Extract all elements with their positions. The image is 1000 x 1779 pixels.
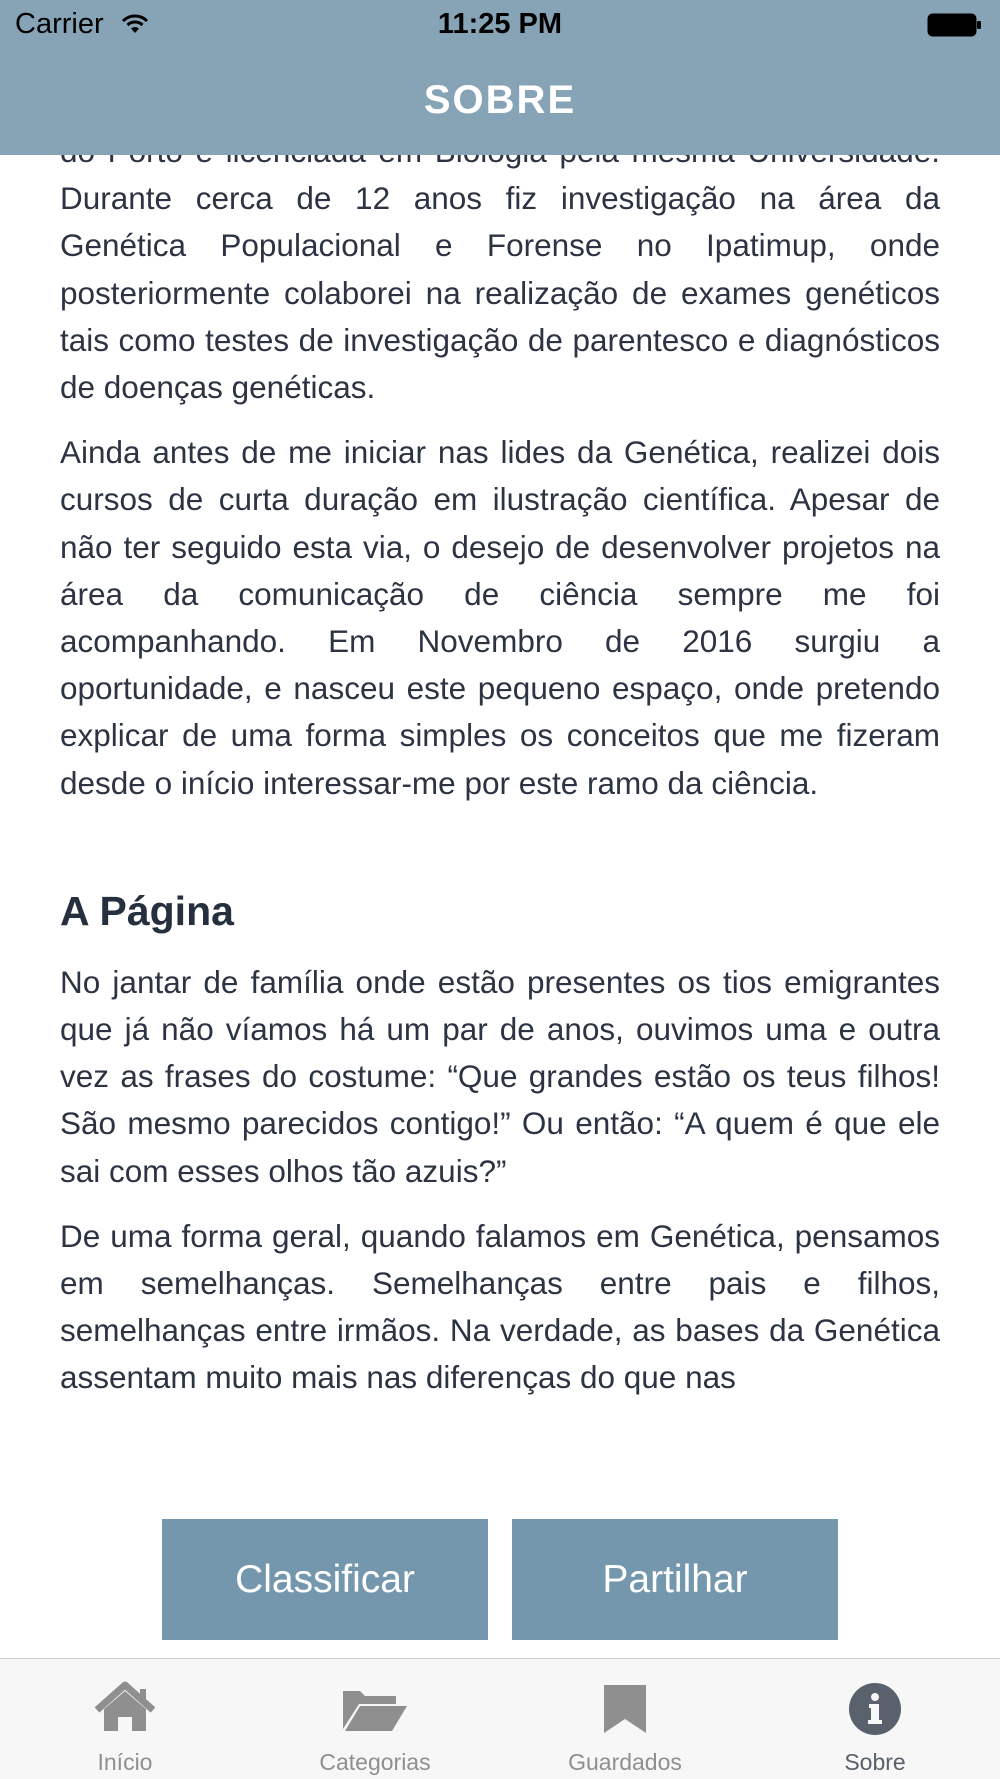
share-button[interactable]: Partilhar — [512, 1519, 838, 1640]
tab-bar — [0, 1658, 1000, 1779]
status-bar — [0, 0, 1000, 50]
tab-label: Guardados — [568, 1749, 682, 1775]
tab-sobre[interactable] — [750, 1659, 1000, 1779]
tab-label: Sobre — [844, 1749, 906, 1775]
home-icon — [0, 1677, 250, 1737]
section-heading: A Página — [60, 887, 234, 934]
tab-categorias[interactable] — [250, 1659, 500, 1779]
page-title: SOBRE — [423, 78, 577, 122]
battery-icon — [927, 12, 982, 36]
info-icon — [750, 1677, 1000, 1737]
status-time: 11:25 PM — [437, 8, 563, 40]
paragraph: Ainda antes de me iniciar nas lides da Genética, realizei dois cursos de curta duração em ilustração científica. Apesar de não ter seguido esta via, o desejo de desenvolver projetos na área da comunicação de ciência sempre me foi acompanhando. Em Novembro de 2016 surgiu a oportunidade, e nasceu este pequeno espaço, onde pretendo explicar de uma forma simples os conceitos que me fizeram desde o início interessar-me por este ramo da ciência. — [60, 434, 940, 801]
actions-backdrop — [0, 1490, 1000, 1658]
tab-inicio[interactable] — [0, 1659, 250, 1779]
paragraph: No jantar de família onde estão presentes os tios emigrantes que já não víamos há um par de anos, ouvimos uma e outra vez as frases do costume: “Que grandes estão os teus filhos! São mesmo parecidos contigo!” Ou então: “A quem é que ele sai com esses olhos tão azuis?” — [60, 963, 940, 1189]
tab-label: Início — [97, 1749, 153, 1775]
folder-open-icon — [250, 1677, 500, 1737]
tab-guardados[interactable] — [500, 1659, 750, 1779]
tab-label: Categorias — [319, 1749, 431, 1775]
paragraph: Durante cerca de 12 anos fiz investigação na área da Genética Populacional e Forense no Ipatimup, onde posteriormente colaborei na realização de exames genéticos tais como testes de investigação de parentesco e diagnósticos de doenças genéticas. — [60, 180, 940, 406]
about-content — [60, 128, 940, 1420]
navigation-header — [0, 0, 1000, 155]
bookmark-icon — [500, 1677, 750, 1737]
rate-button[interactable]: Classificar — [162, 1519, 488, 1640]
paragraph: De uma forma geral, quando falamos em Genética, pensamos em semelhanças. Semelhanças entre pais e filhos, semelhanças entre irmãos. Na verdade, as bases da Genética assentam muito mais nas diferenças do que nas — [60, 1217, 940, 1396]
carrier-label: Carrier — [15, 8, 104, 40]
